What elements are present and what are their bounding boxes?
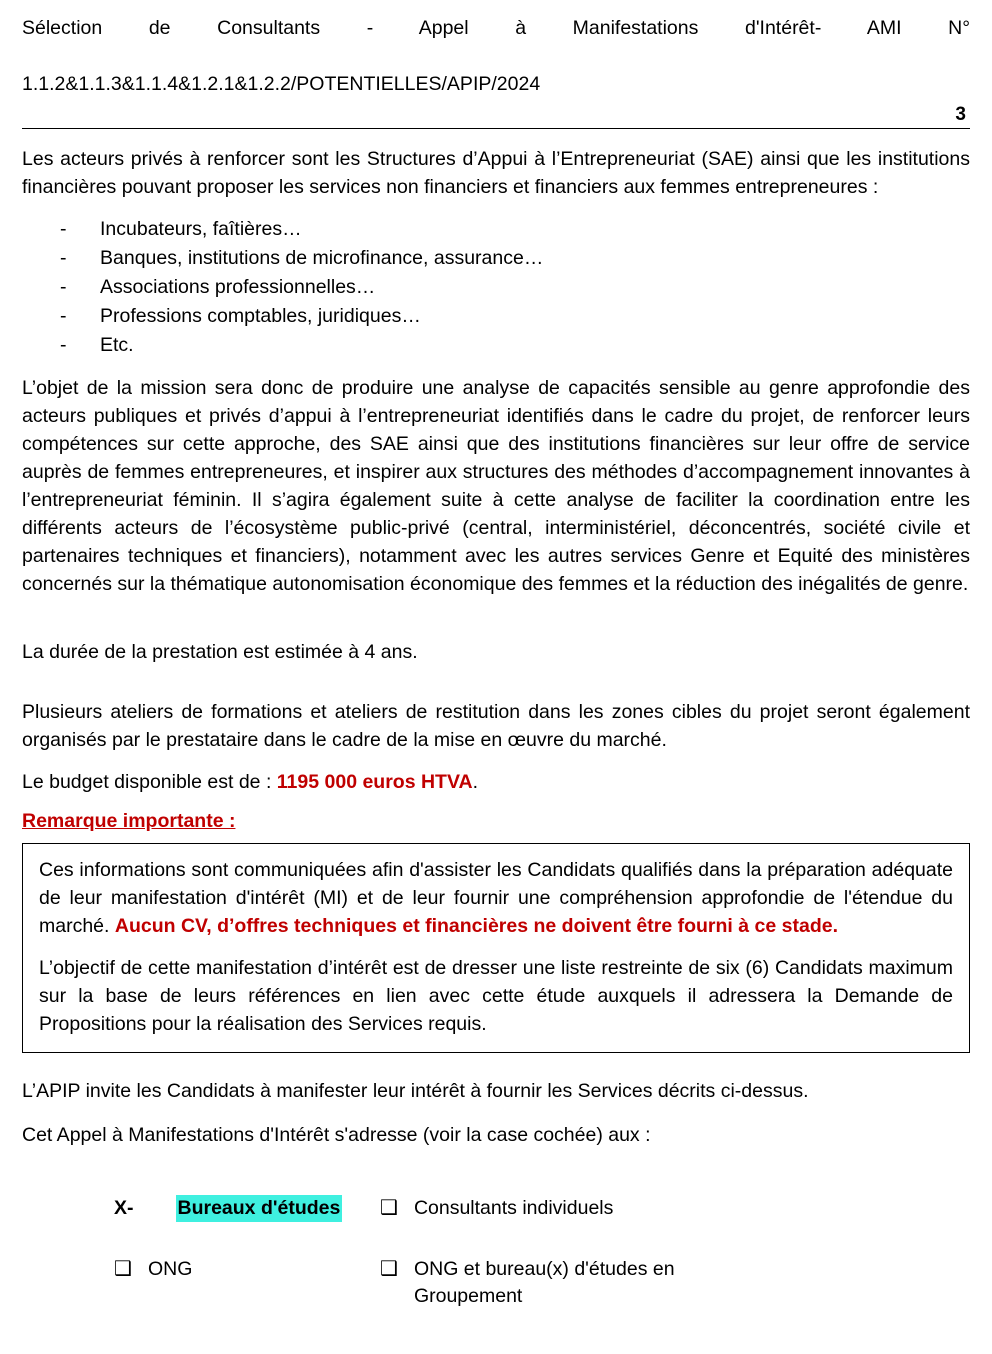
paragraph-intro: Les acteurs privés à renforcer sont les Structures d’Appui à l’Entrepreneuriat (SAE) ainsi que les institutions financières pouvant proposer les services non financiers et financiers aux femmes entrepreneures : (22, 148, 970, 198)
choice-consultants-individuels[interactable] (352, 1195, 970, 1222)
list-item-label: Incubateurs, faîtières… (100, 218, 302, 240)
budget-suffix: . (472, 771, 479, 793)
choice-label-ong-groupement: ONG et bureau(x) d'études en Groupement (413, 1258, 675, 1307)
choice-ong[interactable] (22, 1256, 352, 1283)
header-title-line2: 1.1.2&1.1.3&1.1.4&1.2.1&1.2.2/POTENTIELLES/APIP/2024 (22, 73, 541, 95)
checked-mark: X- (114, 1197, 134, 1219)
list-item (60, 302, 970, 331)
document-header (22, 14, 970, 98)
paragraph-workshops: Plusieurs ateliers de formations et ateliers de restitution dans les zones cibles du projet seront également organisés par le prestataire dans le cadre de la mise en œuvre du marché. (22, 701, 970, 751)
list-item (60, 273, 970, 302)
spacer (22, 612, 970, 638)
paragraph-audience: Cet Appel à Manifestations d'Intérêt s'adresse (voir la case cochée) aux : (22, 1124, 651, 1146)
box-paragraph-1-text: Ces informations sont communiquées afin d'assister les Candidats qualifiés dans la préparation adéquate de leur manifestation d'intérêt (MI) et de leur fournir une compréhension approfondie de l'étendue du marché. (39, 859, 953, 937)
box-paragraph-1 (39, 856, 953, 940)
box-paragraph-1-emphasis: Aucun CV, d’offres techniques et financières ne doivent être fourni à ce stade. (114, 915, 838, 937)
list-item (60, 215, 970, 244)
list-dash: - (60, 334, 67, 356)
actors-list (22, 215, 970, 360)
list-dash: - (60, 276, 67, 298)
choice-row-1 (22, 1195, 970, 1222)
important-remark-box (22, 843, 970, 1053)
list-item-label: Etc. (100, 334, 134, 356)
remark-heading: Remarque importante : (22, 810, 236, 832)
list-dash: - (60, 305, 67, 327)
checkbox-icon[interactable]: ❑ (380, 1258, 398, 1280)
list-item (60, 331, 970, 360)
checkbox-icon[interactable]: ❑ (114, 1258, 132, 1280)
closing-section (22, 1077, 970, 1149)
paragraph-budget (22, 768, 970, 796)
choice-bureaux-detudes[interactable] (22, 1195, 352, 1222)
list-item (60, 244, 970, 273)
spacer (22, 680, 970, 698)
paragraph-invitation: L’APIP invite les Candidats à manifester leur intérêt à fournir les Services décrits ci-dessus. (22, 1080, 809, 1102)
budget-amount: 1195 000 euros HTVA (276, 771, 473, 793)
checkbox-icon[interactable]: ❑ (380, 1197, 398, 1219)
list-item-label: Associations professionnelles… (100, 276, 376, 298)
choice-row-2 (22, 1256, 970, 1310)
header-title-line1: Sélection de Consultants - Appel à Manifestations d'Intérêt- AMI N° (22, 17, 970, 39)
list-dash: - (60, 247, 67, 269)
header-divider (22, 128, 970, 129)
choice-ong-groupement[interactable] (352, 1256, 970, 1310)
budget-prefix: Le budget disponible est de : (22, 771, 277, 793)
page-number: 3 (955, 104, 966, 125)
paragraph-mission: L’objet de la mission sera donc de produire une analyse de capacités sensible au genre approfondie des acteurs publiques et privés d’appui à l’entrepreneuriat identifiés dans le cadre du projet, de renforcer leurs compétences sur cette approche, des SAE ainsi que des institutions financières sur leur offre de service auprès de femmes entrepreneures, et inspirer aux structures des méthodes d’accompagnement innovantes à l’entrepreneuriat féminin. Il s’agira également suite à cette analyse de faciliter la coordination entre les différents acteurs de l’écosystème public-privé (central, interministériel, déconcentrés, société civile et partenaires techniques et financiers), notamment avec les autres services Genre et Equité des ministères concernés sur la thématique autonomisation économique des femmes et la réduction des inégalités de genre. (22, 377, 970, 595)
box-paragraph-2: L’objectif de cette manifestation d’intérêt est de dresser une liste restreinte de six (6) Candidats maximum sur la base de leurs références en lien avec cette étude auxquels il adressera la Demande de Propositions pour la réalisation des Services requis. (39, 957, 953, 1035)
list-dash: - (60, 218, 67, 240)
eligibility-choices (22, 1195, 970, 1310)
list-item-label: Banques, institutions de microfinance, assurance… (100, 247, 544, 269)
choice-label-bureaux: Bureaux d'études (176, 1195, 343, 1222)
choice-label-consultants: Consultants individuels (413, 1197, 614, 1219)
paragraph-duration: La durée de la prestation est estimée à 4 ans. (22, 641, 418, 663)
choice-label-ong: ONG (147, 1258, 193, 1280)
list-item-label: Professions comptables, juridiques… (100, 305, 421, 327)
